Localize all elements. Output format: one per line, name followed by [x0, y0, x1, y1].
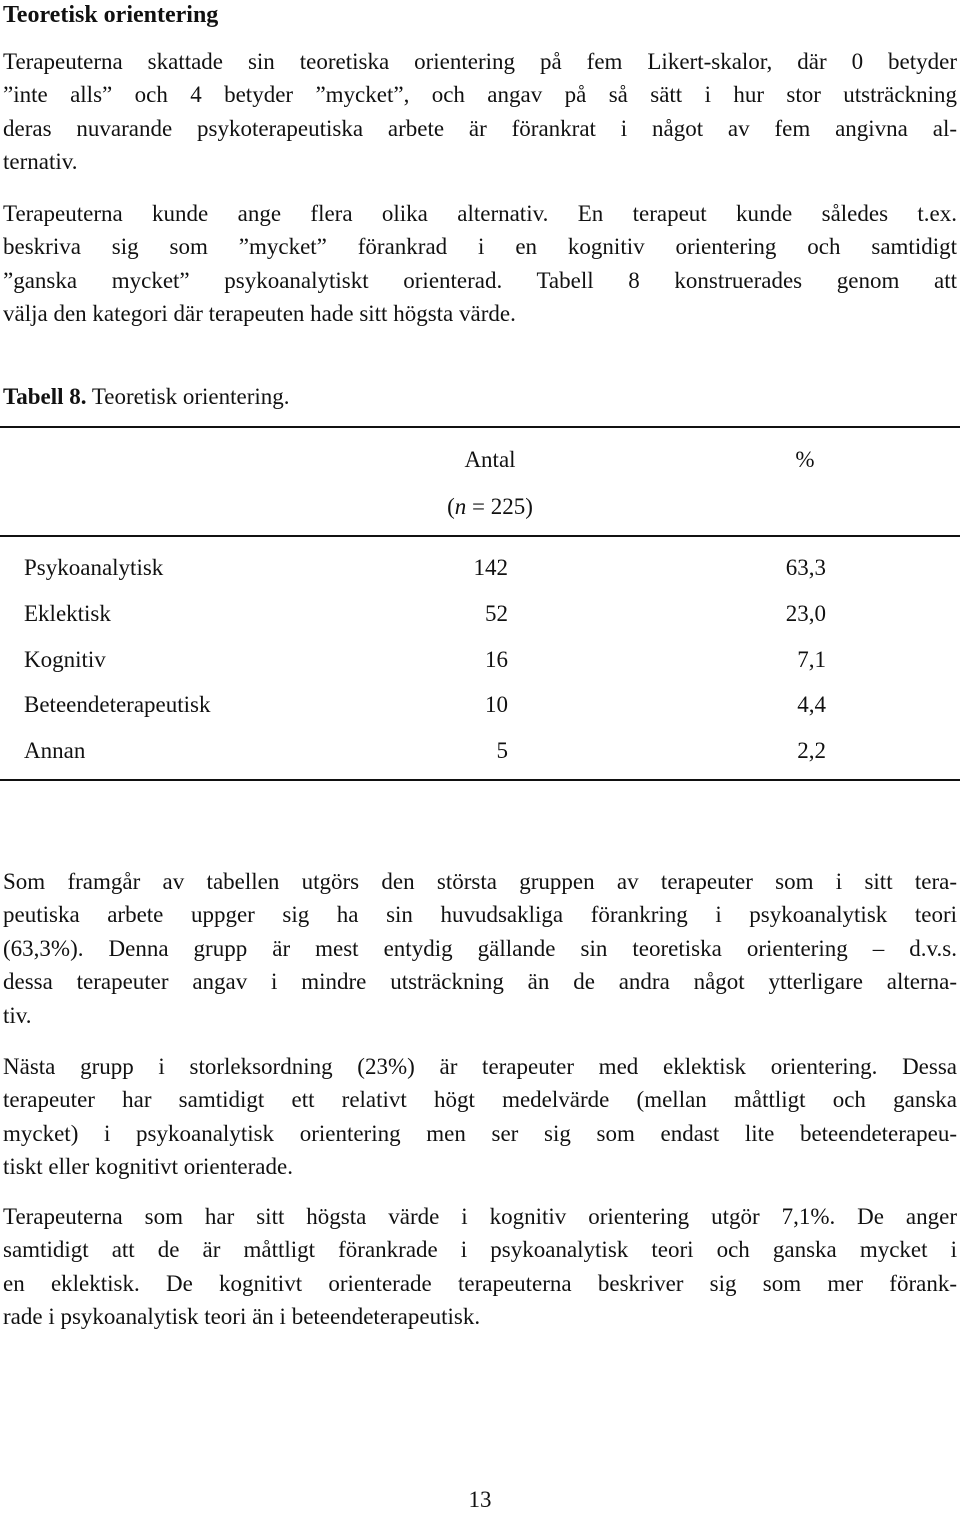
text-line: tiskt eller kognitivt orienterade.: [3, 1154, 293, 1180]
row-percent: 23,0: [785, 601, 826, 626]
text-line: en eklektisk. De kognitivt orienterade terapeuterna beskriver sig som mer förank-: [3, 1270, 957, 1296]
row-label: Beteendeterapeutisk: [24, 692, 211, 717]
text-line: Som framgår av tabellen utgörs den största gruppen av terapeuter som i sitt tera-: [3, 869, 957, 894]
text-line: Nästa grupp i storleksordning (23%) är terapeuter med eklektisk orientering. Dessa: [3, 1054, 957, 1079]
row-percent: 2,2: [797, 738, 826, 763]
row-percent: 7,1: [797, 647, 826, 672]
text-line: Terapeuterna kunde ange flera olika alternativ. En terapeut kunde således t.ex.: [3, 201, 957, 226]
table-bottom-rule: [0, 779, 960, 781]
column-header-count: Antal: [464, 447, 516, 472]
table-caption: [3, 380, 290, 413]
text-line: rade i psykoanalytisk teori än i beteendeterapeutisk.: [3, 1304, 481, 1330]
row-count: 16: [485, 647, 508, 672]
text-line: mycket) i psykoanalytisk orientering men ser sig som endast lite beteendeterapeu-: [3, 1120, 957, 1146]
table-caption-number: Tabell 8.: [3, 384, 87, 409]
text-line: samtidigt att de är måttligt förankrade i psykoanalytisk teori och ganska mycket i: [3, 1237, 957, 1263]
page-number: 13: [468, 1487, 492, 1512]
text-line: välja den kategori där terapeuten hade sitt högsta värde.: [3, 301, 516, 327]
column-header-sample-size: (n = 225): [447, 494, 533, 519]
row-percent: 4,4: [797, 692, 826, 717]
row-count: 10: [485, 692, 508, 717]
text-line: deras nuvarande psykoterapeutiska arbete är förankrat i något av fem angivna al-: [3, 115, 957, 141]
section-heading: Teoretisk orientering: [3, 2, 219, 28]
paragraph-result-cognitive: [3, 1200, 957, 1334]
text-line: Terapeuterna skattade sin teoretiska orientering på fem Likert-skalor, där 0 betyder: [3, 49, 957, 74]
table-caption-title: Teoretisk orientering.: [86, 384, 290, 409]
column-header-percent: %: [795, 447, 815, 472]
text-line: ”inte alls” och 4 betyder ”mycket”, och angav på så sätt i hur stor utsträckning: [3, 82, 957, 108]
table-header-rule: [0, 535, 960, 537]
row-count: 142: [473, 555, 508, 580]
table-top-rule: [0, 426, 960, 428]
text-line: tiv.: [3, 1002, 32, 1028]
paragraph-result-psychoanalytic: [3, 865, 957, 1032]
row-label: Kognitiv: [24, 647, 106, 672]
sample-size-symbol: n: [454, 494, 467, 519]
row-label: Annan: [24, 738, 86, 763]
text-line: (63,3%). Denna grupp är mest entydig gällande sin teoretiska orientering – d.v.s.: [3, 935, 957, 961]
text-line: Terapeuterna som har sitt högsta värde i kognitiv orientering utgör 7,1%. De anger: [3, 1204, 957, 1229]
text-line: terapeuter har samtidigt ett relativt högt medelvärde (mellan måttligt och ganska: [3, 1087, 957, 1113]
row-count: 52: [485, 601, 508, 626]
row-label: Psykoanalytisk: [24, 555, 164, 580]
row-count: 5: [496, 738, 508, 763]
text-line: peutiska arbete uppger sig ha sin huvudsakliga förankring i psykoanalytisk teori: [3, 902, 957, 928]
paragraph-result-eclectic: [3, 1050, 957, 1184]
text-line: dessa terapeuter angav i mindre utsträckning än de andra något ytterligare alterna-: [3, 969, 957, 995]
paragraph-intro: [3, 45, 957, 179]
paragraph-method: [3, 197, 957, 331]
row-percent: 63,3: [785, 555, 826, 580]
row-label: Eklektisk: [24, 601, 111, 626]
text-line: beskriva sig som ”mycket” förankrad i en kognitiv orientering och samtidigt: [3, 234, 957, 260]
text-line: ternativ.: [3, 149, 78, 175]
text-line: ”ganska mycket” psykoanalytiskt orienterad. Tabell 8 konstruerades genom att: [3, 267, 957, 293]
